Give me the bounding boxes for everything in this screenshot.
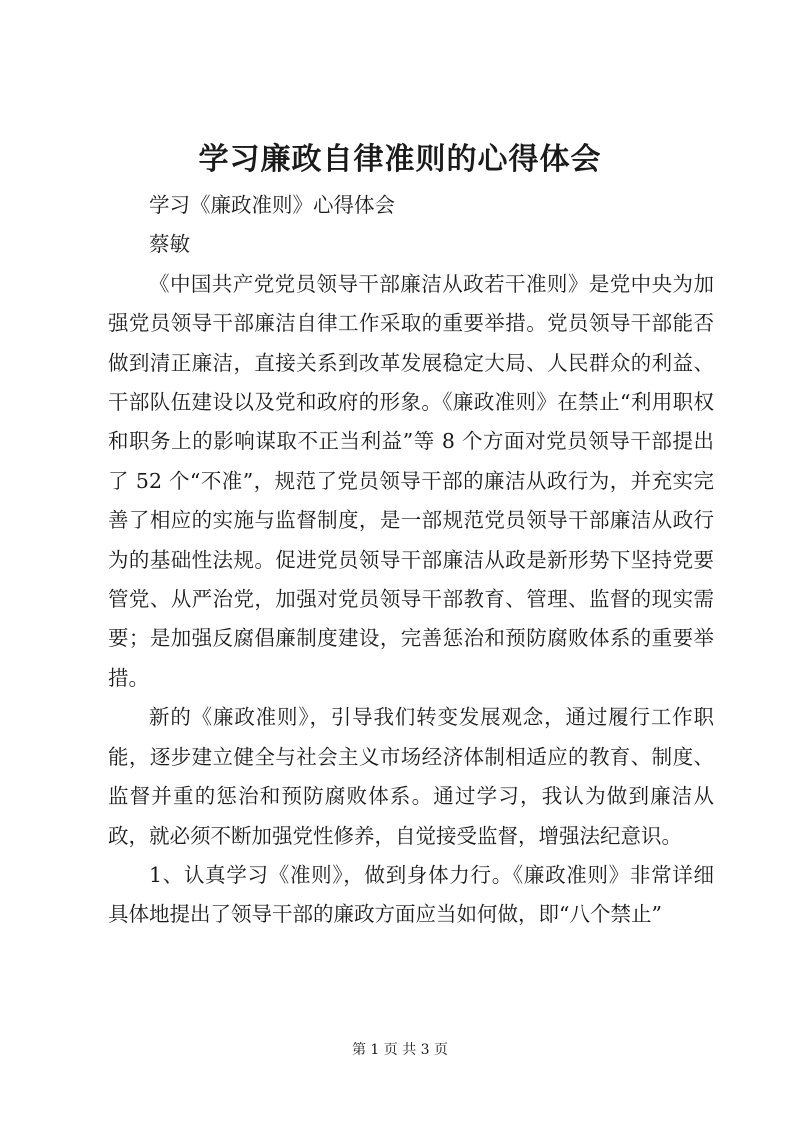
document-subtitle: 学习《廉政准则》心得体会 bbox=[149, 193, 395, 217]
paragraph-1: 《中国共产党党员领导干部廉洁从政若干准则》是党中央为加强党员领导干部廉洁自律工作采取的重要举措。党员领导干部能否做到清正廉洁，直接关系到改革发展稳定大局、人民群众的利益、干部队伍建设以及党和政府的形象。《廉政准则》在禁止“利用职权和职务上的影响谋取不正当利益”等 8 个方面对党员领导干部提出了 52 个“不准”，规范了党员领导干部的廉洁从政行为，并充实完善了相应的实施与监督制度，是一部规范党员领导干部廉洁从政行为的基础性法规。促进党员领导干部廉洁从政是新形势下坚持党要管党、从严治党，加强对党员领导干部教育、管理、监督的现实需要；是加强反腐倡廉制度建设，完善惩治和预防腐败体系的重要举措。 bbox=[108, 271, 714, 690]
document-body bbox=[108, 186, 714, 935]
document-title: 学习廉政自律准则的心得体会 bbox=[198, 142, 602, 177]
paragraph-2: 新的《廉政准则》，引导我们转变发展观念，通过履行工作职能，逐步建立健全与社会主义市场经济体制相适应的教育、制度、监督并重的惩治和预防腐败体系。通过学习，我认为做到廉洁从政，就必须不断加强党性修养，自觉接受监督，增强法纪意识。 bbox=[108, 705, 714, 848]
document-author: 蔡敏 bbox=[149, 232, 190, 257]
page-footer: 第 1 页 共 3 页 bbox=[351, 1042, 449, 1058]
paragraph-3: 1、认真学习《准则》，做到身体力行。《廉政准则》非常详细具体地提出了领导干部的廉政方面应当如何做，即“八个禁止” bbox=[108, 862, 714, 927]
